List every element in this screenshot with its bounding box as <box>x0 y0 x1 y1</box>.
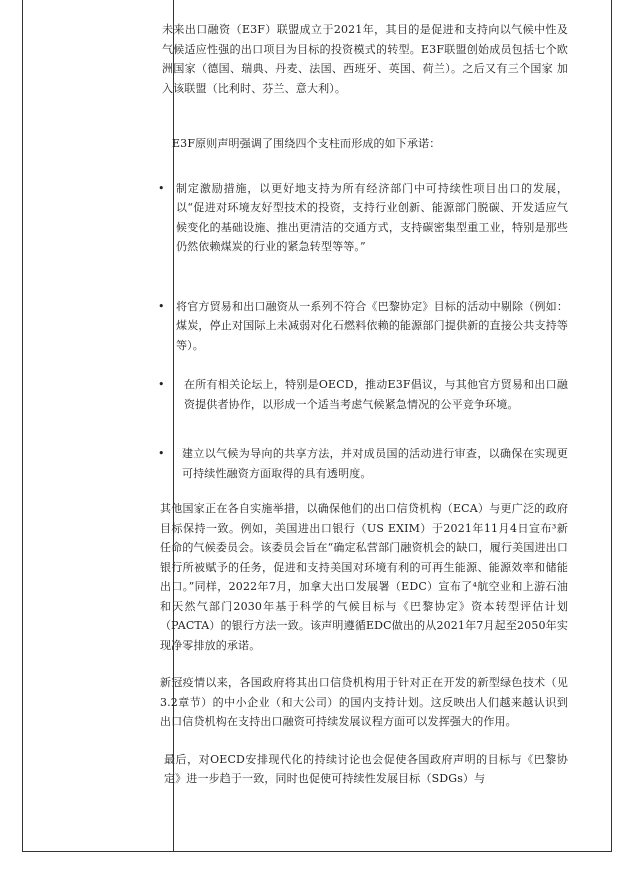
paragraph-covid: 新冠疫情以来，各国政府将其出口信贷机构用于针对正在开发的新型绿色技术（见3.2章节）的中小企业（和大公司）的国内支持计划。这反映出人们越来越认识到出口信贷机构在支持出口融资可持续发展议程方面可以发挥强大的作用。 <box>160 676 568 728</box>
content-cell <box>160 20 568 789</box>
bullet-dot: • <box>158 181 165 195</box>
bullet-text: 制定激励措施，以更好地支持为所有经济部门中可持续性项目出口的发展，以“促进对环境友好型技术的投资，支持行业创新、能源部门脱碳、开发适应气候变化的基础设施、推出更清洁的交通方式，支持碳密集型重工业，特别是那些仍然依赖煤炭的行业的紧急转型等等。” <box>176 181 568 253</box>
bullet-item-4 <box>160 444 568 483</box>
bullet-item-1 <box>160 179 568 257</box>
bullet-text: 建立以气候为导向的共享方法，并对成员国的活动进行审查，以确保在实现更可持续性融资方面取得的具有透明度。 <box>182 447 568 480</box>
bullet-dot: • <box>158 378 165 391</box>
bullet-dot: • <box>158 299 165 313</box>
paragraph-other-countries: 其他国家正在各自实施举措，以确保他们的出口信贷机构（ECA）与更广泛的政府目标保持一致。例如，美国进出口银行（US EXIM）于2021年11月4日宣布³新任命的气候委员会。该委员会旨在“确定私营部门融资机会的缺口，履行美国进出口银行所被赋予的任务，促进和支持美国对环境有利的可再生能源、能源效率和储能出口。”同样，2022年7月，加拿大出口发展署（EDC）宣布了⁴航空业和上游石油和天然气部门2030年基于科学的气候目标与《巴黎协定》资本转型评估计划（PACTA）的银行方法一致。该声明遵循EDC做出的从2021年7月起至2050年实现净零排放的承诺。 <box>160 502 568 652</box>
paragraph-finally: 最后，对OECD安排现代化的持续讨论也会促使各国政府声明的目标与《巴黎协定》进一步趋于一致，同时也促使可持续性发展目标（SDGs）与 <box>164 752 568 785</box>
paragraph-e3f-intro: 未来出口融资（E3F）联盟成立于2021年，其目的是促进和支持向以气候中性及气候适应性强的出口项目为目标的投资模式的转型。E3F联盟创始成员包括七个欧洲国家（德国、瑞典、丹麦、法国、西班牙、英国、荷兰）。之后又有三个国家 加入该联盟（比利时、芬兰、意大利）。 <box>162 23 568 95</box>
bullet-text: 将官方贸易和出口融资从一系列不符合《巴黎协定》目标的活动中剔除（例如：煤炭，停止对国际上未减弱对化石燃料依赖的能源部门提供新的直接公共支持等等）。 <box>176 299 568 352</box>
bullet-text: 在所有相关论坛上，特别是OECD，推动E3F倡议，与其他官方贸易和出口融资提供者协作，以形成一个适当考虑气候紧急情况的公平竞争环境。 <box>184 378 568 411</box>
paragraph-principles-intro: E3F原则声明强调了围绕四个支柱而形成的如下承诺： <box>172 137 441 150</box>
bullet-dot: • <box>158 447 165 460</box>
bullet-item-2 <box>160 297 568 356</box>
bullet-item-3 <box>160 375 568 414</box>
